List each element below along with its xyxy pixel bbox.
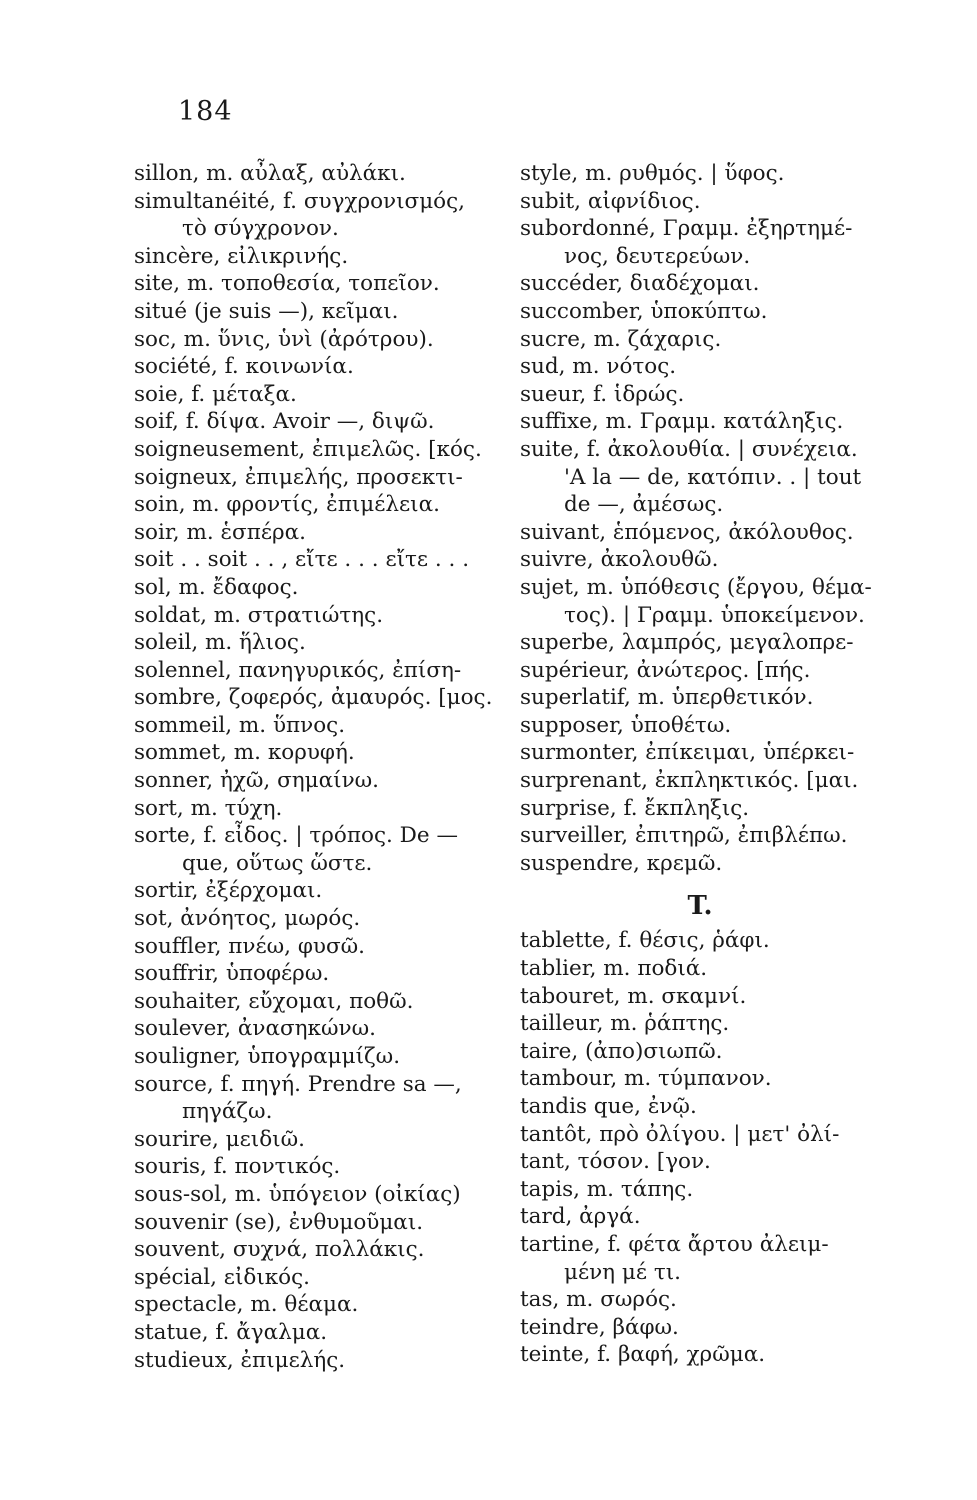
entry-line: tapis, m. τάπης.: [520, 1176, 694, 1202]
entry-line: soin, m. φροντίς, ἐπιμέλεια.: [134, 492, 440, 518]
entry-line: sourire, μειδιῶ.: [134, 1126, 305, 1152]
entry-line: studieux, ἐπιμελής.: [134, 1347, 346, 1373]
entry-line: soc, m. ὕνις, ὑνὶ (ἀρότρου).: [134, 326, 434, 352]
entry-continuation: τος). | Γραμμ. ὑποκείμενον.: [564, 602, 865, 628]
entry-line: sous-sol, m. ὑπόγειον (οἰκίας): [134, 1181, 461, 1207]
entry-line: souvent, συχνά, πολλάκις.: [134, 1237, 425, 1263]
entry-line: sommet, m. κορυφή.: [134, 740, 355, 766]
entry-line: spécial, εἰδικός.: [134, 1264, 310, 1290]
entry-line: soleil, m. ἥλιος.: [134, 630, 306, 656]
entry-line: supposer, ὑποθέτω.: [520, 712, 732, 738]
entry-line: soit . . soit . . , εἴτε . . . εἴτε . . .: [134, 547, 470, 573]
entry-line: souvenir (se), ἐνθυμοῦμαι.: [134, 1209, 424, 1235]
entry-line: spectacle, m. θέαμα.: [134, 1292, 359, 1318]
entry-line: tablette, f. θέσις, ῥάφι.: [520, 928, 770, 954]
entry-line: superlatif, m. ὑπερθετικόν.: [520, 685, 814, 711]
entry-line: sillon, m. αὖλαξ, αὐλάκι.: [134, 161, 406, 186]
entry-continuation: μένη μέ τι.: [564, 1259, 682, 1285]
entry-line: tambour, m. τύμπανον.: [520, 1066, 772, 1092]
entry-line: surmonter, ἐπίκειμαι, ὑπέρκει-: [520, 740, 855, 766]
entry-continuation: 'A la — de, κατόπιν. . | tout: [564, 464, 862, 490]
entry-line: souffrir, ὑποφέρω.: [134, 961, 330, 987]
entry-line: souhaiter, εὔχομαι, ποθῶ.: [134, 988, 414, 1014]
entry-line: tandis que, ἐνῷ.: [520, 1094, 697, 1119]
entry-line: soigneusement, ἐπιμελῶς. [κός.: [134, 436, 482, 462]
entry-line: souris, f. ποντικός.: [134, 1154, 341, 1180]
entry-line: sincère, εἰλικρινής.: [134, 243, 349, 269]
entry-line: source, f. πηγή. Prendre sa —,: [134, 1071, 462, 1097]
entry-line: surprenant, ἐκπληκτικός. [μαι.: [520, 768, 859, 794]
entry-line: superbe, λαμπρός, μεγαλοπρε-: [520, 630, 854, 656]
entry-line: sonner, ἠχῶ, σημαίνω.: [134, 768, 380, 794]
entry-line: soigneux, ἐπιμελής, προσεκτι-: [134, 464, 463, 490]
entry-line: soldat, m. στρατιώτης.: [134, 602, 384, 628]
entry-line: sujet, m. ὑπόθεσις (ἔργου, θέμα-: [520, 574, 872, 600]
right-column: [520, 160, 900, 1369]
page-number: 184: [178, 96, 233, 127]
entry-line: simultanéité, f. συγχρονισμός,: [134, 188, 465, 214]
entry-line: tartine, f. φέτα ἄρτου ἀλειμ-: [520, 1231, 829, 1257]
entry-line: situé (je suis —), κεῖμαι.: [134, 298, 399, 324]
entry-line: tant, τόσον. [γον.: [520, 1149, 711, 1175]
entry-line: soif, f. δίψα. Avoir —, διψῶ.: [134, 409, 435, 435]
entry-line: sortir, ἐξέρχομαι.: [134, 878, 323, 904]
entry-line: tailleur, m. ῥάπτης.: [520, 1011, 730, 1037]
entry-line: suivant, ἑπόμενος, ἀκόλουθος.: [520, 519, 854, 545]
entry-line: sorte, f. εἶδος. | τρόπος. De —: [134, 823, 458, 849]
entry-line: taire, (ἀπο)σιωπῶ.: [520, 1038, 723, 1064]
entry-continuation: τὸ σύγχρονον.: [182, 216, 339, 242]
entry-line: subit, αἰφνίδιος.: [520, 188, 701, 214]
entry-line: teinte, f. βαφή, χρῶμα.: [520, 1342, 766, 1368]
entry-line: surveiller, ἐπιτηρῶ, ἐπιβλέπω.: [520, 823, 848, 849]
left-column: [134, 160, 504, 1374]
entry-continuation: de —, ἀμέσως.: [564, 492, 724, 518]
entry-line: teindre, βάφω.: [520, 1314, 679, 1340]
entry-line: tard, ἀργά.: [520, 1204, 641, 1230]
entry-line: sol, m. ἔδαφος.: [134, 574, 299, 600]
entry-line: soir, m. ἑσπέρα.: [134, 519, 306, 545]
entry-line: sot, ἀνόητος, μωρός.: [134, 906, 361, 932]
entry-line: suivre, ἀκολουθῶ.: [520, 547, 719, 573]
entry-line: soie, f. μέταξα.: [134, 381, 297, 407]
entry-line: société, f. κοινωνία.: [134, 354, 354, 380]
entry-line: sombre, ζοφερός, ἀμαυρός. [μος.: [134, 685, 493, 711]
entry-line: soulever, ἀνασηκώνω.: [134, 1016, 376, 1042]
entry-line: suite, f. ἀκολουθία. | συνέχεια.: [520, 436, 858, 462]
entry-line: statue, f. ἄγαλμα.: [134, 1319, 328, 1345]
entry-line: sucre, m. ζάχαρις.: [520, 326, 722, 352]
entry-line: tablier, m. ποδιά.: [520, 956, 708, 982]
entry-line: tas, m. σωρός.: [520, 1287, 677, 1313]
entry-line: sort, m. τύχη.: [134, 795, 283, 821]
entry-line: site, m. τοποθεσία, τοπεῖον.: [134, 271, 440, 297]
entry-line: tabouret, m. σκαμνί.: [520, 983, 747, 1009]
entry-line: suspendre, κρεμῶ.: [520, 850, 723, 876]
entry-line: succéder, διαδέχομαι.: [520, 271, 760, 297]
section-letter-heading: T.: [687, 891, 713, 922]
entry-line: tantôt, πρὸ ὀλίγου. | μετ' ὀλί-: [520, 1121, 840, 1147]
entry-line: souffler, πνέω, φυσῶ.: [134, 933, 365, 959]
entry-line: solennel, πανηγυρικός, ἐπίση-: [134, 657, 462, 683]
entry-line: souligner, ὑπογραμμίζω.: [134, 1044, 401, 1069]
entry-continuation: νος, δευτερεύων.: [564, 243, 751, 269]
entry-line: style, m. ρυθμός. | ὕφος.: [520, 161, 785, 186]
entry-line: sud, m. νότος.: [520, 354, 677, 380]
entry-continuation: que, οὕτως ὥστε.: [182, 850, 373, 876]
entry-line: suffixe, m. Γραμμ. κατάληξις.: [520, 409, 844, 435]
entry-line: surprise, f. ἔκπληξις.: [520, 795, 750, 821]
entry-line: sueur, f. ἱδρώς.: [520, 381, 685, 407]
entry-continuation: πηγάζω.: [182, 1099, 273, 1125]
entry-line: succomber, ὑποκύπτω.: [520, 298, 768, 324]
entry-line: sommeil, m. ὕπνος.: [134, 712, 346, 738]
entry-line: supérieur, ἀνώτερος. [πής.: [520, 657, 811, 683]
entry-line: subordonné, Γραμμ. ἐξηρτημέ-: [520, 216, 853, 242]
